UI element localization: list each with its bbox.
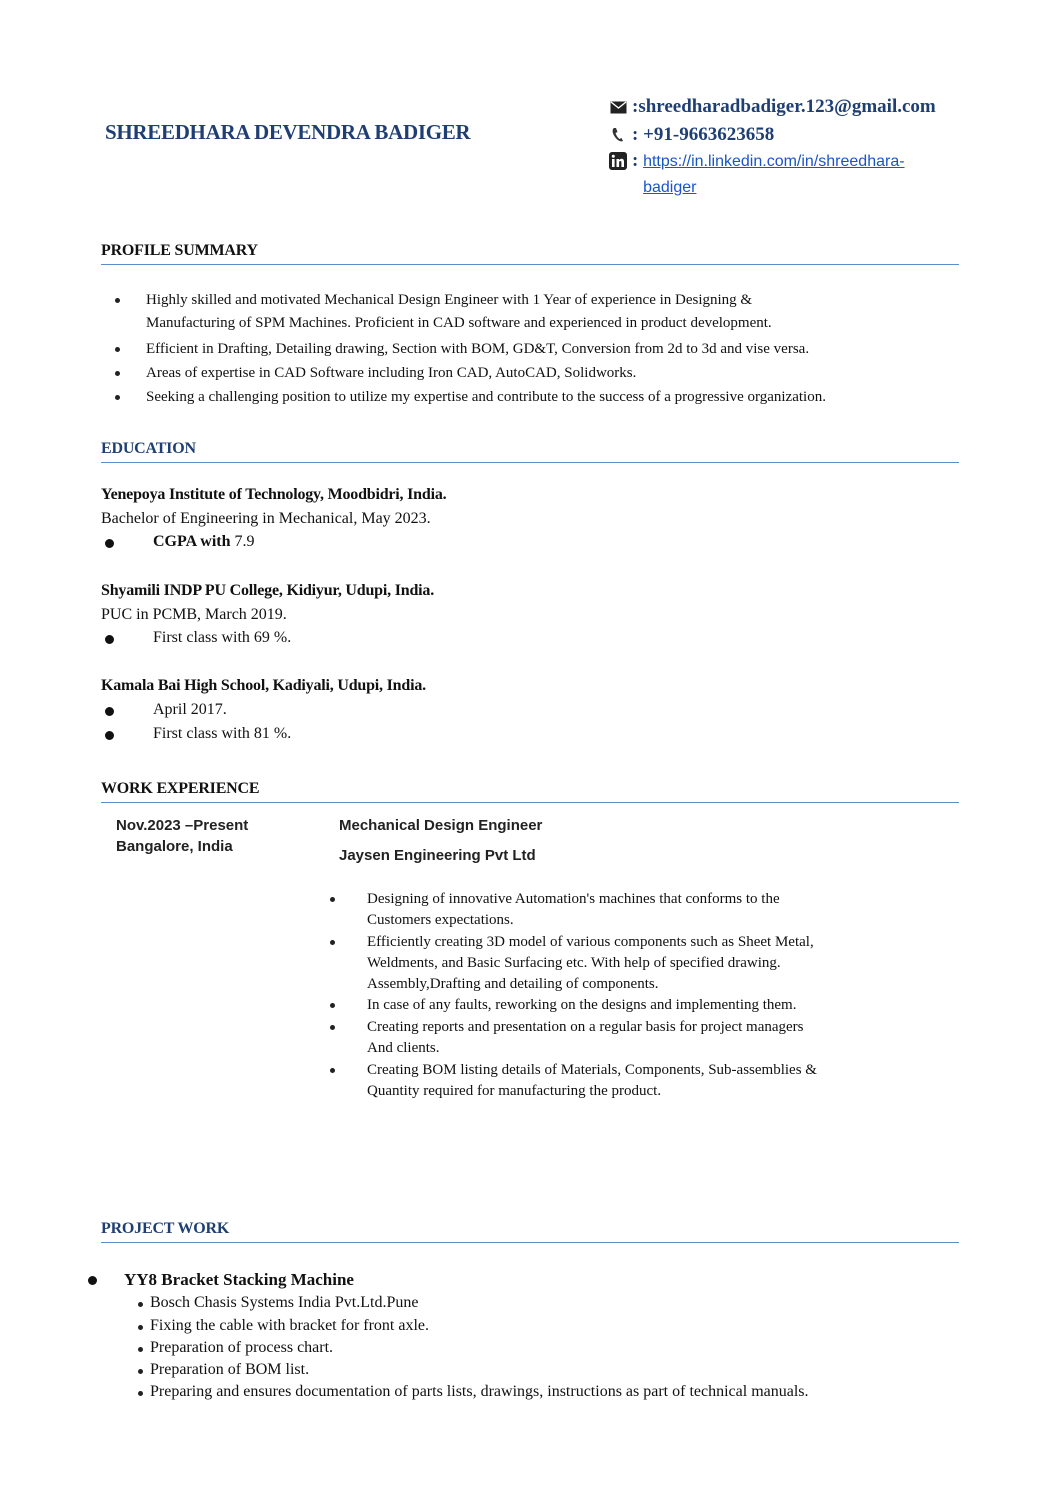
linkedin-icon (608, 152, 628, 170)
list-item: Highly skilled and motivated Mechanical Design Engineer with 1 Year of experience in Designing & (146, 289, 966, 312)
list-item-continuation: Manufacturing of SPM Machines. Proficient in CAD software and experienced in product development. (146, 315, 772, 331)
list-item: Preparation of process chart. (150, 1339, 333, 1357)
email-icon (608, 101, 628, 114)
bullet-dot (105, 539, 114, 548)
list-item: Preparation of BOM list. (150, 1361, 309, 1379)
list-item: In case of any faults, reworking on the designs and implementing them. (367, 995, 927, 1016)
list-item: Areas of expertise in CAD Software including Iron CAD, AutoCAD, Solidworks. (146, 362, 966, 385)
candidate-name: SHREEDHARA DEVENDRA BADIGER (105, 120, 471, 144)
section-title-education: EDUCATION (101, 440, 959, 463)
section-title-project-work: PROJECT WORK (101, 1220, 959, 1243)
list-item: Fixing the cable with bracket for front axle. (150, 1317, 429, 1335)
phone-text[interactable]: : +91-9663623658 (632, 124, 775, 145)
email-text[interactable]: :shreedharadbadiger.123@gmail.com (632, 96, 936, 117)
section-title-profile-summary: PROFILE SUMMARY (101, 242, 959, 265)
education-grade-3: First class with 81 %. (153, 725, 292, 742)
linkedin-prefix: : (632, 150, 644, 171)
work-period: Nov.2023 –Present (116, 817, 249, 834)
phone-row (608, 124, 774, 146)
bullet-dot (105, 635, 114, 644)
bullet-dot (105, 707, 114, 716)
list-item: Bosch Chasis Systems India Pvt.Ltd.Pune (150, 1294, 418, 1312)
list-item: Efficient in Drafting, Detailing drawing, Section with BOM, GD&T, Conversion from 2d to 3d and vise versa. (146, 338, 966, 361)
linkedin-row (608, 150, 905, 200)
list-item: Creating BOM listing details of Materials, Components, Sub-assemblies & Quantity required for manufacturing the product. (367, 1060, 927, 1102)
phone-icon (608, 127, 628, 143)
work-company: Jaysen Engineering Pvt Ltd (339, 847, 536, 864)
list-item: Efficiently creating 3D model of various components such as Sheet Metal, Weldments, and Basic Surfacing etc. With help of specified drawing. Assembly,Drafting and detailing of components. (367, 932, 927, 995)
education-grade-2: First class with 69 %. (153, 629, 292, 646)
section-title-work-experience: WORK EXPERIENCE (101, 780, 959, 803)
work-role: Mechanical Design Engineer (339, 817, 543, 834)
education-degree-1: Bachelor of Engineering in Mechanical, May 2023. (101, 510, 431, 527)
education-grade-1: CGPA with 7.9 (153, 533, 255, 550)
bullet-dot (105, 731, 114, 740)
list-item: Designing of innovative Automation's machines that conforms to the Customers expectations. (367, 889, 927, 931)
bullet-dot (88, 1276, 97, 1285)
work-location: Bangalore, India (116, 838, 233, 855)
linkedin-link-line2[interactable]: badiger (643, 179, 697, 196)
email-row (608, 96, 936, 118)
education-school-3: Kamala Bai High School, Kadiyali, Udupi, India. (101, 677, 426, 694)
education-school-1: Yenepoya Institute of Technology, Moodbidri, India. (101, 486, 447, 503)
list-item: Seeking a challenging position to utilize my expertise and contribute to the success of a progressive organization. (146, 386, 966, 409)
linkedin-link-line1[interactable]: https://in.linkedin.com/in/shreedhara- (643, 153, 905, 170)
list-item: Preparing and ensures documentation of parts lists, drawings, instructions as part of technical manuals. (150, 1383, 809, 1401)
project-name: YY8 Bracket Stacking Machine (124, 1270, 354, 1289)
list-item: Creating reports and presentation on a regular basis for project managers And clients. (367, 1017, 927, 1059)
education-degree-2: PUC in PCMB, March 2019. (101, 606, 287, 623)
education-year-3: April 2017. (153, 701, 227, 718)
education-school-2: Shyamili INDP PU College, Kidiyur, Udupi, India. (101, 582, 434, 599)
